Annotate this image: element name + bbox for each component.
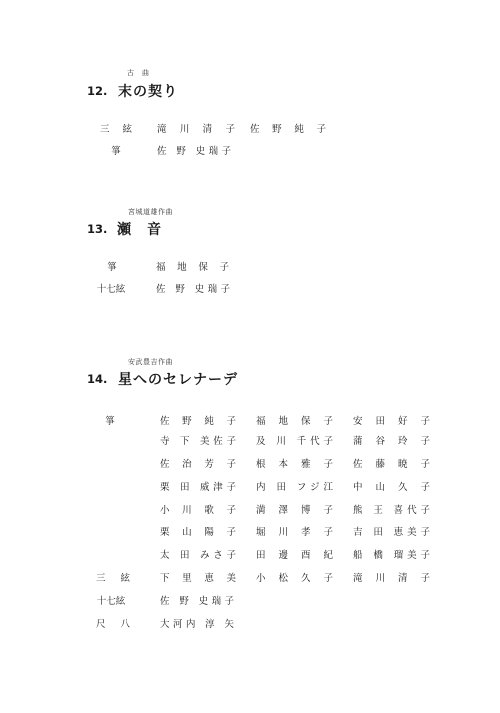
piece-title: 末の契り <box>118 84 178 100</box>
instrument-label: 十七絃 <box>96 284 126 295</box>
performer-row <box>0 479 500 493</box>
performer-row <box>0 281 500 295</box>
performer-name: 栗 田 威津子 <box>160 482 236 493</box>
composer: 宮城道雄作曲 <box>128 208 173 216</box>
performer-name: 田 邊 酉 紀 <box>256 550 333 561</box>
performer-name: 吉 田 恵美子 <box>353 527 430 538</box>
performer-name: 栗 山 陽 子 <box>160 527 236 538</box>
performer-row <box>0 524 500 538</box>
composer: 古 曲 <box>127 69 150 77</box>
instrument-label: 尺 八 <box>96 619 130 630</box>
piece-title: 星へのセレナーデ <box>118 372 238 388</box>
instrument-label: 箏 <box>111 146 121 157</box>
performer-name: 小 松 久 子 <box>256 573 333 584</box>
performer-name: 内 田 フジ江 <box>256 482 333 493</box>
performer-name: 佐 野 純 子 <box>160 416 236 427</box>
performer-name: 福 地 保 子 <box>156 262 229 273</box>
performer-name: 安 田 好 子 <box>353 416 430 427</box>
performer-row <box>0 413 500 427</box>
performer-name: 大河内 淳 矢 <box>160 619 234 630</box>
performer-row <box>0 547 500 561</box>
performer-row <box>0 143 500 157</box>
performer-row <box>0 259 500 273</box>
performer-row <box>0 456 500 470</box>
performer-name: 太 田 みさ子 <box>160 550 236 561</box>
piece-number: 14. <box>87 372 108 386</box>
performer-name: 下 里 恵 美 <box>160 573 236 584</box>
performer-row <box>0 616 500 630</box>
piece-number: 12. <box>87 84 108 98</box>
performer-name: 熊 王 喜代子 <box>353 505 430 516</box>
performer-name: 中 山 久 子 <box>353 482 430 493</box>
performer-name: 佐 野 史瑞子 <box>160 596 234 607</box>
instrument-label: 箏 <box>107 262 117 273</box>
performer-name: 寺 下 美佐子 <box>160 436 236 447</box>
instrument-label: 十七絃 <box>96 596 126 607</box>
performer-name: 満 澤 博 子 <box>256 505 333 516</box>
piece-title: 瀬 音 <box>117 222 162 238</box>
performer-name: 佐 野 史瑞子 <box>156 284 230 295</box>
performer-name: 小 川 歌 子 <box>160 505 236 516</box>
performer-name: 佐 藤 暁 子 <box>353 459 430 470</box>
performer-row <box>0 570 500 584</box>
performer-name: 及 川 千代子 <box>256 436 333 447</box>
instrument-label: 三 絃 <box>96 573 130 584</box>
performer-name: 船 橋 瑠美子 <box>353 550 430 561</box>
performer-name: 根 本 雅 子 <box>256 459 333 470</box>
performer-name: 佐 野 純 子 <box>250 124 326 135</box>
piece-number: 13. <box>87 222 108 236</box>
instrument-label: 箏 <box>105 416 115 427</box>
performer-name: 滝 川 清 子 <box>157 124 235 135</box>
performer-name: 佐 野 史瑞子 <box>157 146 231 157</box>
performer-row <box>0 433 500 447</box>
performer-name: 福 地 保 子 <box>256 416 333 427</box>
performer-row <box>0 502 500 516</box>
instrument-label: 三 絃 <box>100 124 132 135</box>
performer-name: 佐 治 芳 子 <box>160 459 236 470</box>
composer: 安武豊吉作曲 <box>128 358 173 366</box>
performer-name: 滝 川 清 子 <box>353 573 430 584</box>
performer-row <box>0 121 500 135</box>
performer-name: 堀 川 孝 子 <box>256 527 333 538</box>
performer-name: 蒲 谷 玲 子 <box>353 436 430 447</box>
performer-row <box>0 593 500 607</box>
